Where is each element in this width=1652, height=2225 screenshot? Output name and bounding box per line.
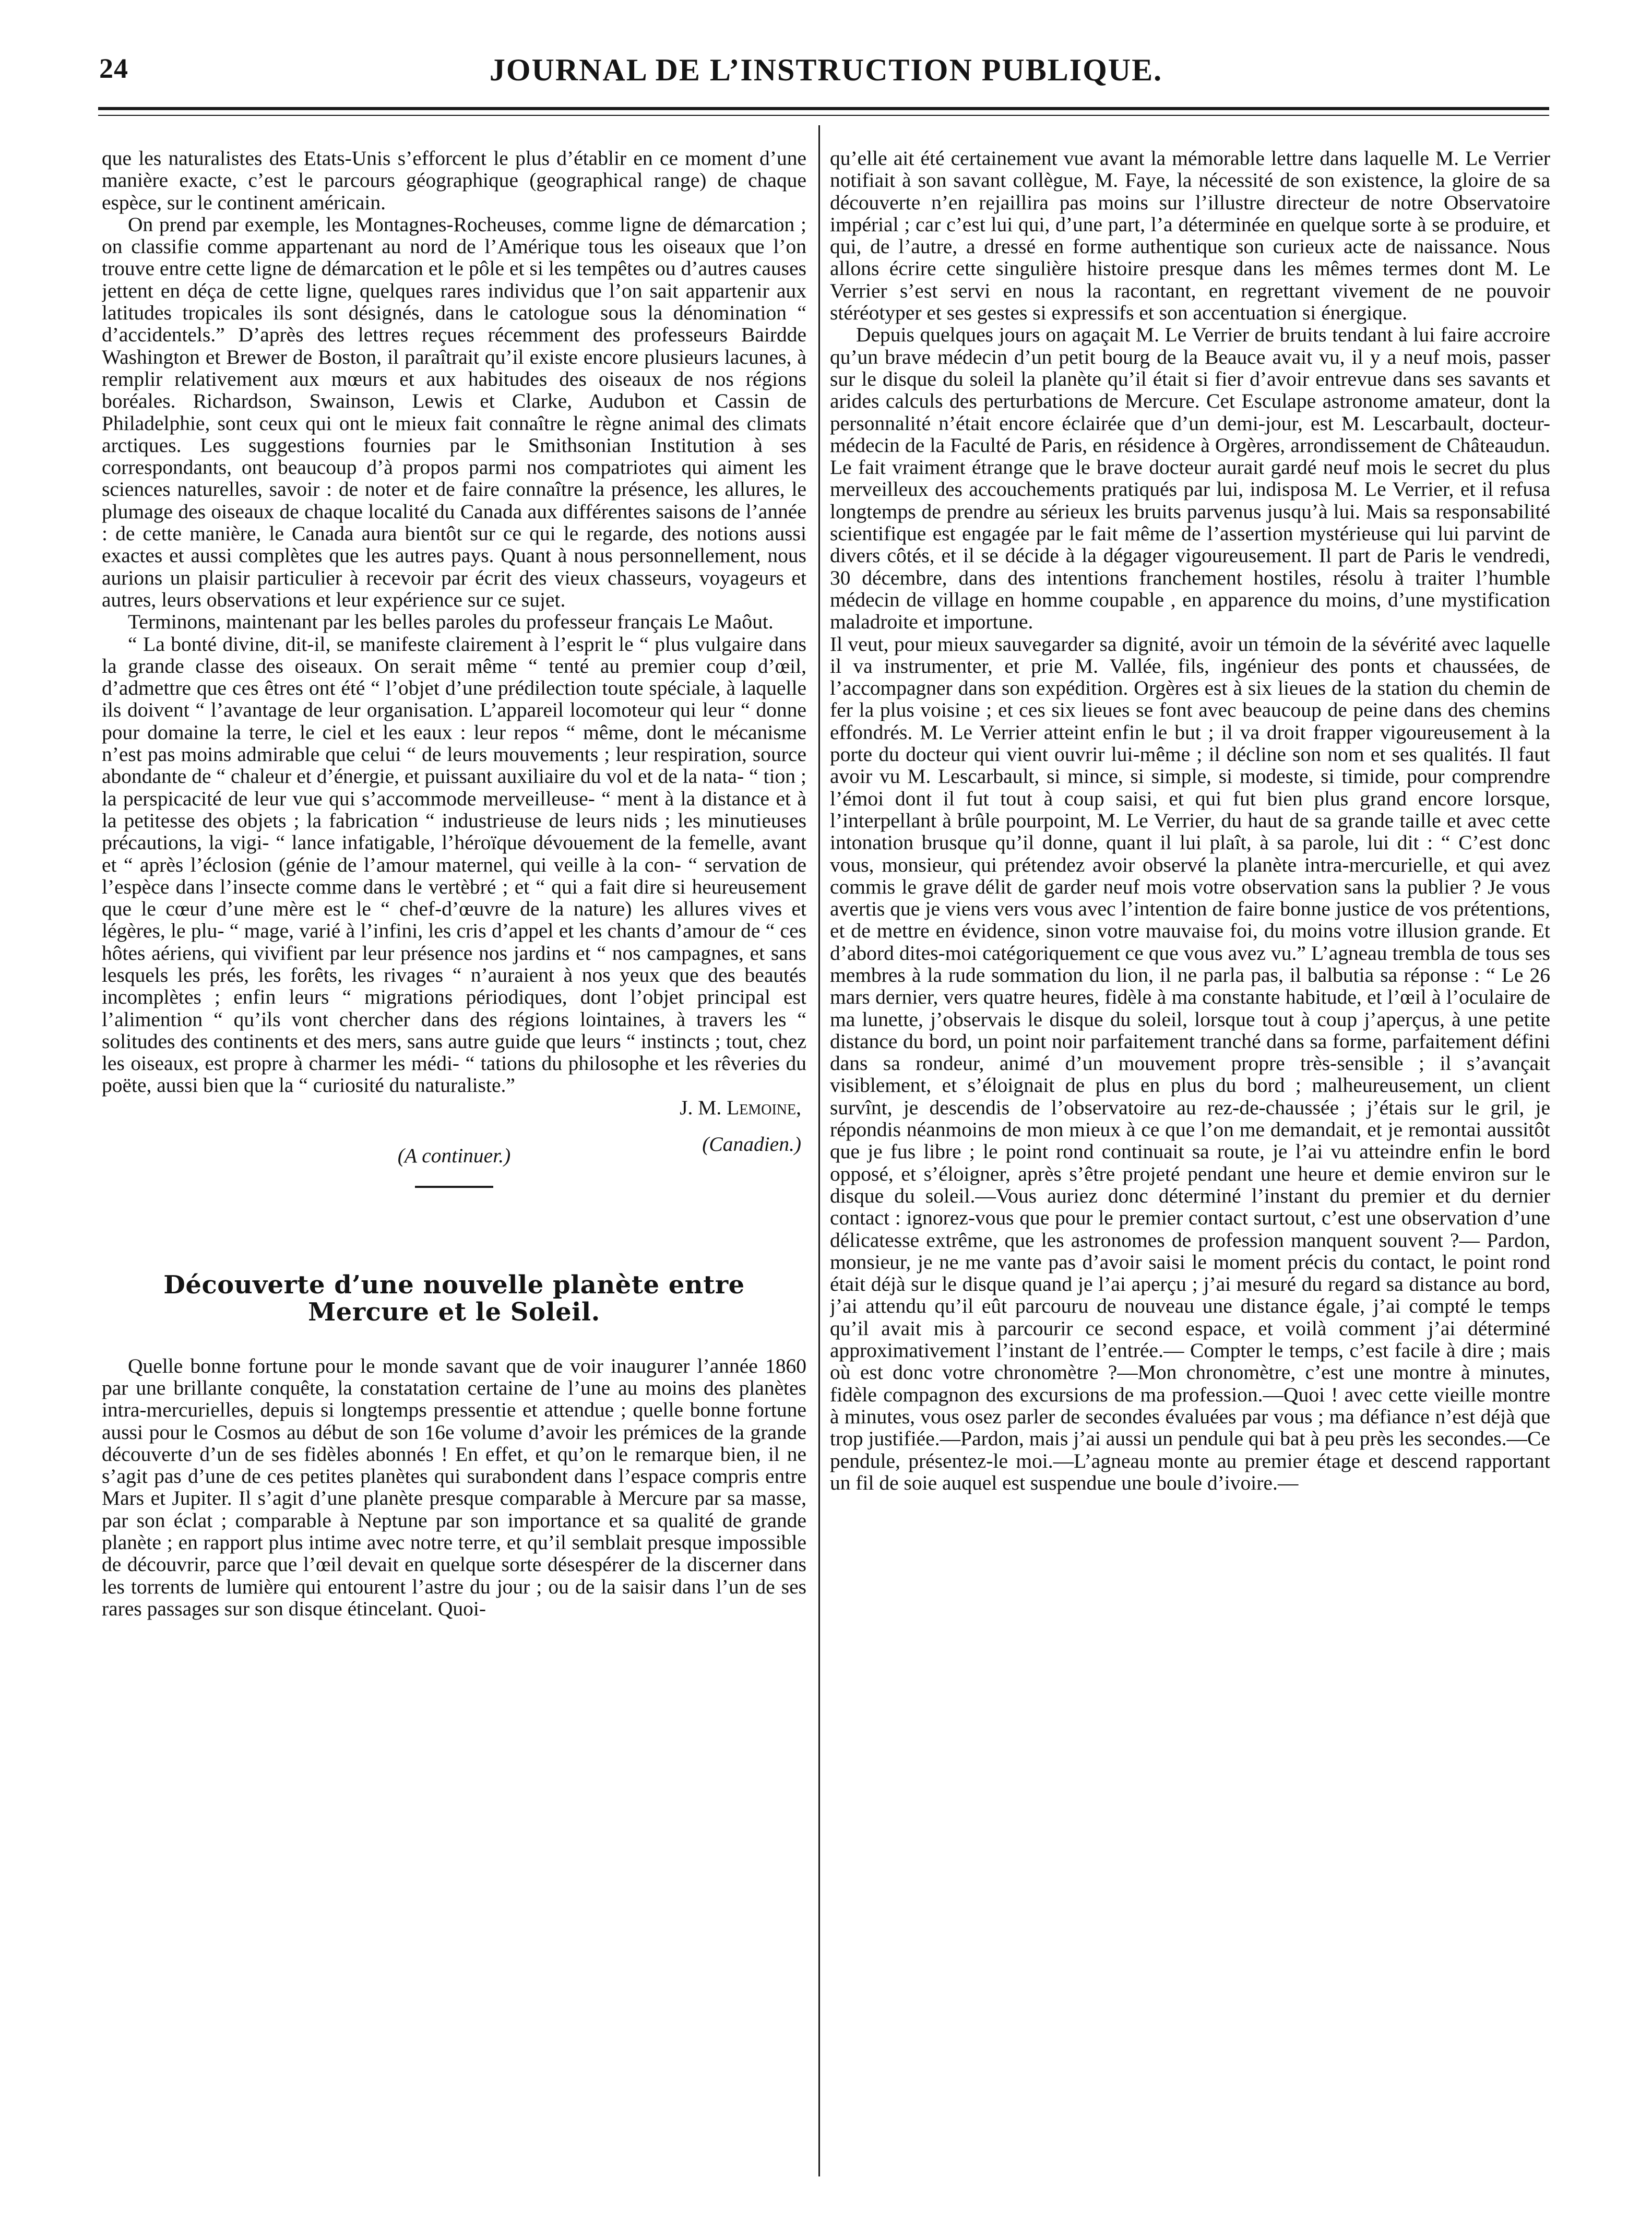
column-divider <box>818 125 820 2176</box>
header-rule-thick <box>98 107 1549 110</box>
author-name: J. M. Lemoine, <box>680 1096 801 1119</box>
header-rule-thin <box>98 115 1549 116</box>
right-paragraph: Depuis quelques jours on agaçait M. Le Verrier de bruits tendant à lui faire accroire qu’un brave médecin d’un petit bourg de la Beauce avait vu, il y a neuf mois, passer sur le disque du soleil la planète qu’il était si fier d’avoir entrevue dans ses savants et arides calculs des perturbations de Mercure. Cet Esculape astronome amateur, dont la personnalité n’était encore éclairée que d’un demi-jour, est M. Lescarbault, docteur-médecin de la Faculté de Paris, en résidence à Orgères, arrondissement de Châteaudun. Le fait vraiment étrange que le brave docteur aurait gardé neuf mois le secret du plus merveilleux des accouchements pratiqués par lui, indisposa M. Le Verrier, et il refusa longtemps de prendre au sérieux les bruits parvenus jusqu’à lui. Mais sa responsabilité scientifique est engagée par le fait même de l’assertion mystérieuse qui lui parvint de divers côtés, et il se décide à la dégager vigoureusement. Il part de Paris le vendredi, 30 décembre, dans des intentions franchement hostiles, résolu à traiter l’humble médecin de village en homme coupable , en apparence du moins, d’une mystification maladroite et importune. <box>830 323 1550 634</box>
right-column <box>830 147 1550 2172</box>
left-paragraph: On prend par exemple, les Montagnes-Rocheuses, comme ligne de démarcation ; on classifie comme appartenant au nord de l’Amérique tous les oiseaux que l’on trouve entre cette ligne de démarcation et le pôle et si les tempêtes ou d’autres causes jettent en déça de cette ligne, quelques rares individus que l’on sait appartenir aux latitudes tropicales ils sont désignés, dans le catologue sous la dénomination “ d’accidentels.” D’après des lettres reçues récemment des professeurs Bairdde Washington et Brewer de Boston, il paraîtrait qu’il existe encore plusieurs lacunes, à remplir relativement aux mœurs et aux habitudes des oiseaux de nos régions boréales. Richardson, Swainson, Lewis et Clarke, Audubon et Cassin de Philadelphie, sont ceux qui ont le mieux fait connaître le règne animal des climats arctiques. Les suggestions fournies par le Smithsonian Institution à ses correspondants, ont beaucoup d’à propos parmi nos compatriotes qui aiment les sciences naturelles, savoir : de noter et de faire connaître la présence, les allures, le plumage des oiseaux de chaque localité du Canada aux différentes saisons de l’année : de cette manière, le Canada aura bientôt sur ce qui le regarde, des notions aussi exactes et aussi complètes que les autres pays. Quant à nous personnellement, nous aurions un plaisir particulier à recevoir par écrit des vieux chasseurs, voyageurs et autres, leurs observations et leur expérience sur ce sujet. <box>102 212 806 611</box>
author-origin: (Canadien.) <box>702 1133 801 1156</box>
page-number: 24 <box>99 53 128 84</box>
left-paragraph: Terminons, maintenant par les belles paroles du professeur français Le Maôut. <box>128 610 774 634</box>
left-paragraph: que les naturalistes des Etats-Unis s’efforcent le plus d’établir en ce moment d’une manière exacte, c’est le parcours géographique (geographical range) de chaque espèce, sur le continent américain. <box>102 147 806 214</box>
right-paragraph: qu’elle ait été certainement vue avant la mémorable lettre dans laquelle M. Le Verrier notifiait à son savant collègue, M. Faye, la nécessité de son existence, la gloire de sa découverte n’en rejaillira pas moins sur l’illustre directeur de notre Observatoire impérial ; car c’est lui qui, d’une part, l’a déterminée en quelque sorte à se produire, et qui, de l’autre, a dressé en forme authentique son curieux acte de naissance. Nous allons écrire cette singulière histoire presque dans les mêmes termes dont M. Le Verrier s’est servi en nous la racontant, en regrettant vivement de ne pouvoir stéréotyper et ses gestes si expressifs et son accentuation si énergique. <box>830 147 1550 325</box>
journal-title: JOURNAL DE L’INSTRUCTION PUBLIQUE. <box>489 53 1163 87</box>
section-title: Découverte d’une nouvelle planète entre Mercure et le Soleil. <box>163 1270 745 1327</box>
section-separator <box>415 1186 493 1188</box>
quotation: “ La bonté divine, dit-il, se manifeste clairement à l’esprit le “ plus vulgaire dans la grande classe des oiseaux. On serait même “ tenté au premier coup d’œil, d’admettre que ces êtres ont été “ l’objet d’une prédilection toute spéciale, à laquelle ils doivent “ l’avantage de leur organisation. L’appareil locomoteur qui leur “ donne pour domaine la terre, le ciel et les eaux : leur repos “ même, dont le mécanisme n’est pas moins admirable que celui “ de leurs mouvements ; leur respiration, source abondante de “ chaleur et d’énergie, et puissant auxiliaire du vol et de la nata- “ tion ; la perspicacité de leur vue qui s’accommode merveilleuse- “ ment à la distance et à la petitesse des objets ; la fabrication “ industrieuse de leurs nids ; les minutieuses précautions, la vigi- “ lance infatigable, l’héroïque dévouement de la femelle, avant et “ après l’éclosion (génie de l’amour maternel, qui veille à la con- “ servation de l’espèce dans l’insecte comme dans le vertèbré ; et “ qui a fait dire si heureusement que le cœur d’une mère est le “ chef-d’œuvre de la nature) les allures vives et légères, le plu- “ mage, varié à l’infini, les cris d’appel et les chants d’amour de “ ces hôtes aériens, qui vivifient par leur présence nos jardins et “ nos campagnes, et sans lesquels les prés, les forêts, les rivages “ n’auraient à nos yeux que des beautés incomplètes ; enfin leurs “ migrations périodiques, dont l’objet principal est l’alimention “ qu’ils vont chercher dans des régions lointaines, à travers les “ solitudes des continents et des mers, sans autre guide que leurs “ instincts ; tout, chez les oiseaux, est propre à charmer les médi- “ tations du philosophe et les rêveries du poëte, aussi bien que la “ curiosité du naturaliste.” <box>102 632 806 1097</box>
section-paragraph: Quelle bonne fortune pour le monde savant que de voir inaugurer l’année 1860 par une brillante conquête, la constatation certaine de l’une au moins des planètes intra-mercurielles, depuis si longtemps pressentie et attendue ; quelle bonne fortune aussi pour le Cosmos au début de son 16e volume d’avoir les prémices de la grande découverte d’un de ses fidèles abonnés ! En effet, et qu’on le remarque bien, il ne s’agit pas d’une de ces petites planètes qui surabondent dans l’espace compris entre Mars et Jupiter. Il s’agit d’une planète presque comparable à Mercure par sa masse, par son éclat ; comparable à Neptune par son importance et sa qualité de grande planète ; en rapport plus intime avec notre terre, et qu’il semblait presque impossible de découvrir, parce que l’œil devait en quelque sorte désespérer de la discerner dans les torrents de lumière qui entourent l’astre du jour ; ou de la saisir dans l’un de ses rares passages sur son disque étincelant. Quoi- <box>102 1354 806 1620</box>
right-paragraph: Il veut, pour mieux sauvegarder sa dignité, avoir un témoin de la sévérité avec laquelle il va instrumenter, et prie M. Vallée, fils, ingénieur des ponts et chaussées, de l’accompagner dans son expédition. Orgères est à six lieues de la station du chemin de fer la plus voisine ; et ces six lieues se font avec beaucoup de peine dans des chemins effondrés. M. Le Verrier atteint enfin le but ; il va droit frapper vigoureusement à la porte du docteur qui vient ouvrir lui-même ; il décline son nom et ses qualités. Il faut avoir vu M. Lescarbault, si mince, si simple, si modeste, si timide, pour comprendre l’émoi dont il fut tout à coup saisi, et qui fut bien plus grand encore lorsque, l’interpellant à brûle pourpoint, M. Le Verrier, du haut de sa grande taille et avec cette intonation brusque qu’il donne, quant il lui plaît, à sa parole, lui dit : “ C’est donc vous, monsieur, qui prétendez avoir observé la planète intra-mercurielle, et qui avez commis le grave délit de garder neuf mois votre observation sans la publier ? Je vous avertis que je viens vers vous avec l’intention de faire bonne justice de vos prétentions, et de mettre en évidence, sinon votre mauvaise foi, du moins votre illusion grande. Et d’abord dites-moi catégoriquement ce que vous avez vu.” L’agneau trembla de tous ses membres à la rude sommation du lion, il ne parla pas, il balbutia sa réponse : “ Le 26 mars dernier, vers quatre heures, fidèle à ma constante habitude, et l’œil à l’oculaire de ma lunette, j’observais le disque du soleil, lorsque tout à coup j’aperçus, à une petite distance du bord, un point noir parfaitement tranché dans sa forme, parfaitement défini dans sa rondeur, animé d’un mouvement propre très-sensible ; il s’avançait visiblement, et s’éloignait de plus en plus du bord ; malheureusement, un client survînt, je descendis de l’observatoire au rez-de-chaussée ; j’étais sur le gril, je répondis néanmoins de mon mieux à ce que l’on me demandait, et je remontai aussitôt que je fus libre ; le point rond continuait sa route, je l’ai vu atteindre enfin le bord opposé, et s’éloigner, après s’être projeté pendant une heure et demie environ sur le disque du soleil.—Vous auriez donc déterminé l’instant du premier et du dernier contact : ignorez-vous que pour le premier contact surtout, c’est une observation d’une délicatesse extrême, que les astronomes de profession manquent souvent ?— Pardon, monsieur, je ne me vante pas d’avoir saisi le moment précis du contact, le point rond était déjà sur le disque quand je l’ai aperçu ; j’ai mesuré du regard sa distance au bord, j’ai attendu qu’il eût parcouru de nouveau une distance égale, j’ai compté le temps qu’il avait mis à parcourir ce second espace, et voilà comment j’ai déterminé approximativement l’instant de l’entrée.— Compter le temps, c’est facile à dire ; mais où est donc votre chronomètre ?—Mon chronomètre, c’est une montre à minutes, fidèle compagnon des excursions de ma profession.—Quoi ! avec cette vieille montre à minutes, vous osez parler de secondes évaluées par vous ; ma défiance n’est déjà que trop justifiée.—Pardon, mais j’ai aussi un pendule qui bat à peu près les secondes.—Ce pendule, présentez-le moi.—L’agneau monte au premier étage et descend rapportant un fil de soie auquel est suspendue une boule d’ivoire.— <box>830 632 1550 1494</box>
left-column <box>102 147 806 2172</box>
to-be-continued: (A continuer.) <box>397 1144 511 1168</box>
